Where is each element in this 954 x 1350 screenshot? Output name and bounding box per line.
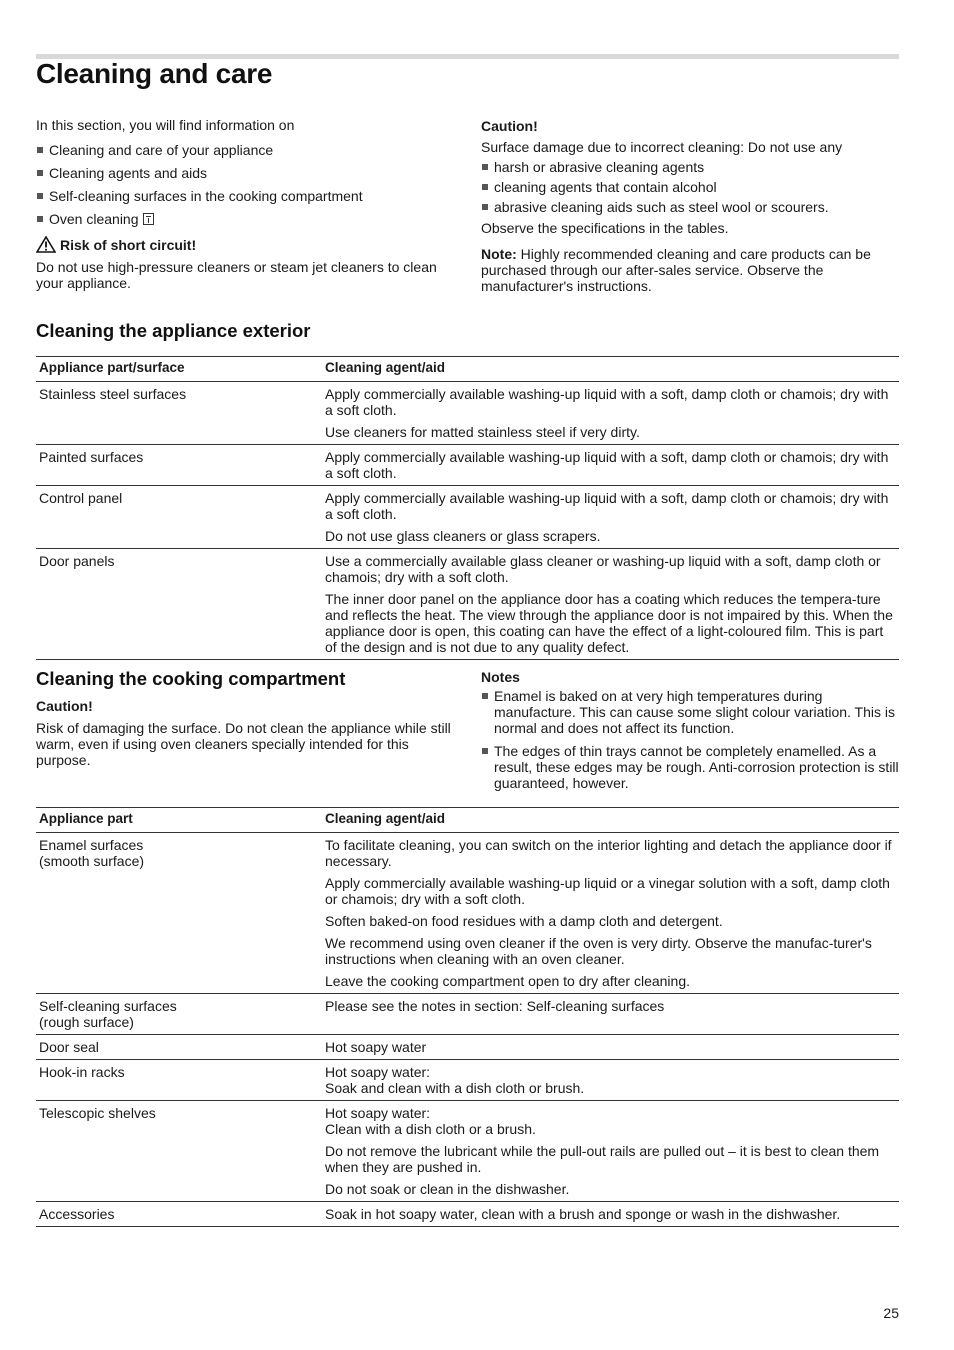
part-cell: Control panel	[36, 486, 322, 549]
agent-cell: Please see the notes in section: Self-cleaning surfaces	[322, 994, 899, 1035]
exterior-table	[36, 356, 899, 660]
part-cell: Self-cleaning surfaces (rough surface)	[36, 994, 322, 1035]
caution-item: harsh or abrasive cleaning agents	[481, 159, 899, 175]
part-cell: Telescopic shelves	[36, 1101, 322, 1202]
table-row	[36, 994, 899, 1035]
part-cell: Stainless steel surfaces	[36, 382, 322, 445]
page-title: Cleaning and care	[36, 58, 273, 89]
table-row	[36, 1202, 899, 1227]
warning-heading: Risk of short circuit!	[36, 236, 446, 253]
table-row	[36, 833, 899, 994]
compartment-table	[36, 807, 899, 1227]
part-cell: Hook-in racks	[36, 1060, 322, 1101]
table-row	[36, 1035, 899, 1060]
intro-column	[36, 117, 446, 299]
compartment-caution-text: Risk of damaging the surface. Do not clean the appliance while still warm, even if using oven cleaners specially intended for this purpose.	[36, 720, 451, 768]
warning-triangle-icon	[36, 236, 56, 253]
column-header: Cleaning agent/aid	[322, 808, 899, 833]
notes-heading: Notes	[481, 669, 520, 685]
compartment-caution	[36, 698, 454, 776]
intro-item: Cleaning agents and aids	[36, 165, 446, 181]
observe-text: Observe the specifications in the tables.	[481, 220, 729, 236]
agent-cell: Hot soapy water: Clean with a dish cloth or a brush. Do not remove the lubricant while the pull-out rails are pulled out – it is best to clean them when they are pushed in. Do not soak or clean in the dishwasher.	[322, 1101, 899, 1202]
note-text: Highly recommended cleaning and care products can be purchased through our after-sales service. Observe the manufacturer's instructions.	[481, 246, 871, 294]
agent-cell: Apply commercially available washing-up liquid with a soft, damp cloth or chamois; dry with a soft cloth. Use cleaners for matted stainless steel if very dirty.	[322, 382, 899, 445]
caution-item: abrasive cleaning aids such as steel wool or scourers.	[481, 199, 899, 215]
table-row	[36, 1101, 899, 1202]
note-item: The edges of thin trays cannot be completely enamelled. As a result, these edges may be rough. Anti-corrosion protection is still guaranteed, however.	[481, 743, 899, 791]
note-label: Note:	[481, 246, 517, 262]
page-number: 25	[883, 1305, 899, 1321]
compartment-caution-heading: Caution!	[36, 698, 93, 714]
table-row	[36, 486, 899, 549]
agent-cell: Hot soapy water	[322, 1035, 899, 1060]
part-cell: Painted surfaces	[36, 445, 322, 486]
part-cell: Door seal	[36, 1035, 322, 1060]
table-header-row	[36, 357, 899, 382]
column-header: Appliance part	[36, 808, 322, 833]
agent-cell: Hot soapy water: Soak and clean with a dish cloth or brush.	[322, 1060, 899, 1101]
table-row	[36, 445, 899, 486]
agent-cell: Use a commercially available glass cleaner or washing-up liquid with a soft, damp cloth or chamois; dry with a soft cloth. The inner door panel on the appliance door has a coating which reduces the tempera-ture and reflects the heat. The view through the appliance door is not impaired by this. When the appliance door is open, this coating can have the effect of a light-coloured film. This is part of the design and is not due to any quality defect.	[322, 549, 899, 660]
part-cell: Enamel surfaces (smooth surface)	[36, 833, 322, 994]
part-cell: Door panels	[36, 549, 322, 660]
agent-cell: To facilitate cleaning, you can switch on the interior lighting and detach the appliance door if necessary. Apply commercially available washing-up liquid or a vinegar solution with a soft, damp cloth or chamois; dry with a soft cloth. Soften baked-on food residues with a damp cloth and detergent. We recommend using oven cleaner if the oven is very dirty. Observe the manufac-turer's instructions when cleaning with an oven cleaner. Leave the cooking compartment open to dry after cleaning.	[322, 833, 899, 994]
agent-cell: Apply commercially available washing-up liquid with a soft, damp cloth or chamois; dry with a soft cloth. Do not use glass cleaners or glass scrapers.	[322, 486, 899, 549]
note-paragraph	[481, 246, 899, 294]
column-header: Appliance part/surface	[36, 357, 322, 382]
compartment-heading: Cleaning the cooking compartment	[36, 668, 346, 689]
table-row	[36, 549, 899, 660]
part-cell: Accessories	[36, 1202, 322, 1227]
warning-text: Do not use high-pressure cleaners or steam jet cleaners to clean your appliance.	[36, 259, 437, 291]
intro-lead: In this section, you will find information on	[36, 117, 295, 133]
caution-heading: Caution!	[481, 118, 538, 134]
note-item: Enamel is baked on at very high temperatures during manufacture. This can cause some slight colour variation. This is normal and does not affect its function.	[481, 688, 899, 736]
notes-column	[481, 669, 899, 798]
table-header-row	[36, 808, 899, 833]
oven-cleaning-icon	[143, 213, 154, 225]
column-header: Cleaning agent/aid	[322, 357, 899, 382]
table-row	[36, 382, 899, 445]
intro-item: Cleaning and care of your appliance	[36, 142, 446, 158]
caution-column	[481, 118, 899, 302]
exterior-heading: Cleaning the appliance exterior	[36, 320, 311, 341]
agent-cell: Soak in hot soapy water, clean with a brush and sponge or wash in the dishwasher.	[322, 1202, 899, 1227]
intro-item: Oven cleaning	[36, 211, 446, 227]
caution-item: cleaning agents that contain alcohol	[481, 179, 899, 195]
intro-item: Self-cleaning surfaces in the cooking compartment	[36, 188, 446, 204]
table-row	[36, 1060, 899, 1101]
caution-lead: Surface damage due to incorrect cleaning: Do not use any	[481, 139, 843, 155]
agent-cell: Apply commercially available washing-up liquid with a soft, damp cloth or chamois; dry with a soft cloth.	[322, 445, 899, 486]
